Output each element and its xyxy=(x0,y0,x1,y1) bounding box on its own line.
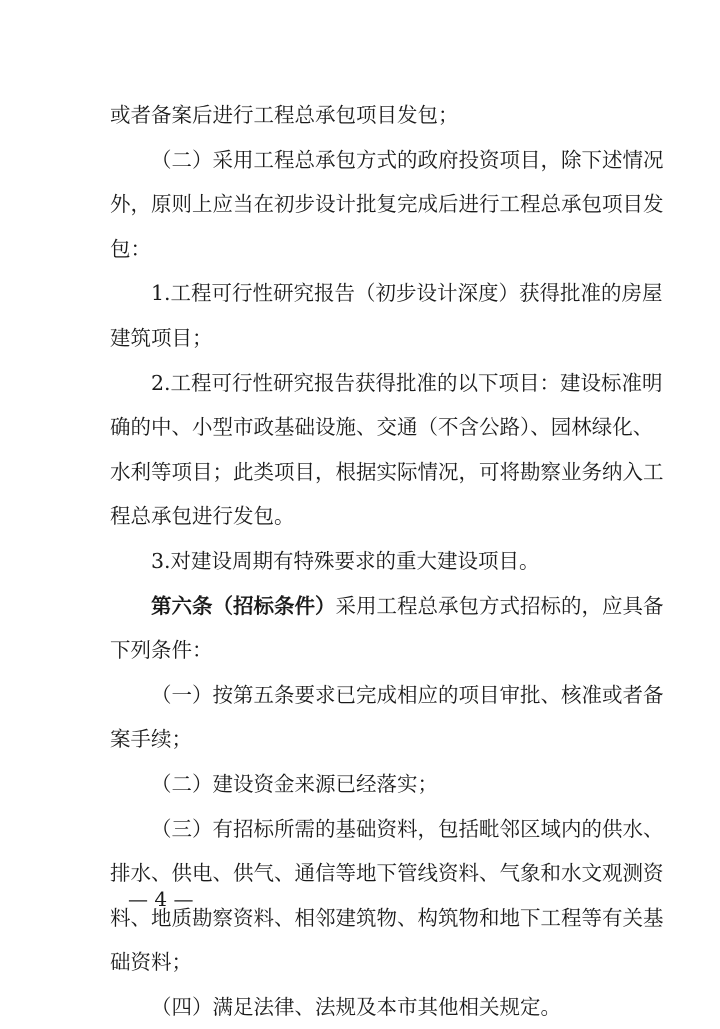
text-line: 案手续； xyxy=(110,727,192,752)
text-line: （一）按第五条要求已完成相应的项目审批、核准或者备 xyxy=(151,682,664,707)
text-line: 包： xyxy=(110,236,151,261)
text-line: 下列条件： xyxy=(110,638,213,663)
text-line: 础资料； xyxy=(110,950,192,975)
text-line: 料、地质勘察资料、相邻建筑物、构筑物和地下工程等有关基 xyxy=(110,905,664,930)
text-line: 1.工程可行性研究报告（初步设计深度）获得批准的房屋 xyxy=(151,281,663,306)
article-six-line xyxy=(110,584,664,629)
text-line: 排水、供电、供气、通信等地下管线资料、气象和水文观测资 xyxy=(110,861,664,886)
text-line: 外，原则上应当在初步设计批复完成后进行工程总承包项目发 xyxy=(110,192,664,217)
text-line: 水利等项目；此类项目，根据实际情况，可将勘察业务纳入工 xyxy=(110,459,664,484)
text-line: （二）采用工程总承包方式的政府投资项目，除下述情况 xyxy=(151,147,664,172)
text-line: 2.工程可行性研究报告获得批准的以下项目：建设标准明 xyxy=(151,370,663,395)
text-line: 确的中、小型市政基础设施、交通（不含公路）、园林绿化、 xyxy=(110,415,654,440)
text-line: 程总承包进行发包。 xyxy=(110,504,295,529)
text-line: 或者备案后进行工程总承包项目发包； xyxy=(110,103,459,127)
text-line: （四）满足法律、法规及本市其他相关规定。 xyxy=(151,994,561,1019)
article-text: 采用工程总承包方式招标的，应具备 xyxy=(335,593,664,618)
text-line: （二）建设资金来源已经落实； xyxy=(151,771,438,796)
text-line: （三）有招标所需的基础资料，包括毗邻区域内的供水、 xyxy=(151,816,664,841)
text-line: 建筑项目； xyxy=(110,325,213,350)
article-heading: 第六条（招标条件） xyxy=(151,593,336,618)
page-number: — 4 — xyxy=(128,887,194,911)
text-line: 3.对建设周期有特殊要求的重大建设项目。 xyxy=(151,548,540,573)
